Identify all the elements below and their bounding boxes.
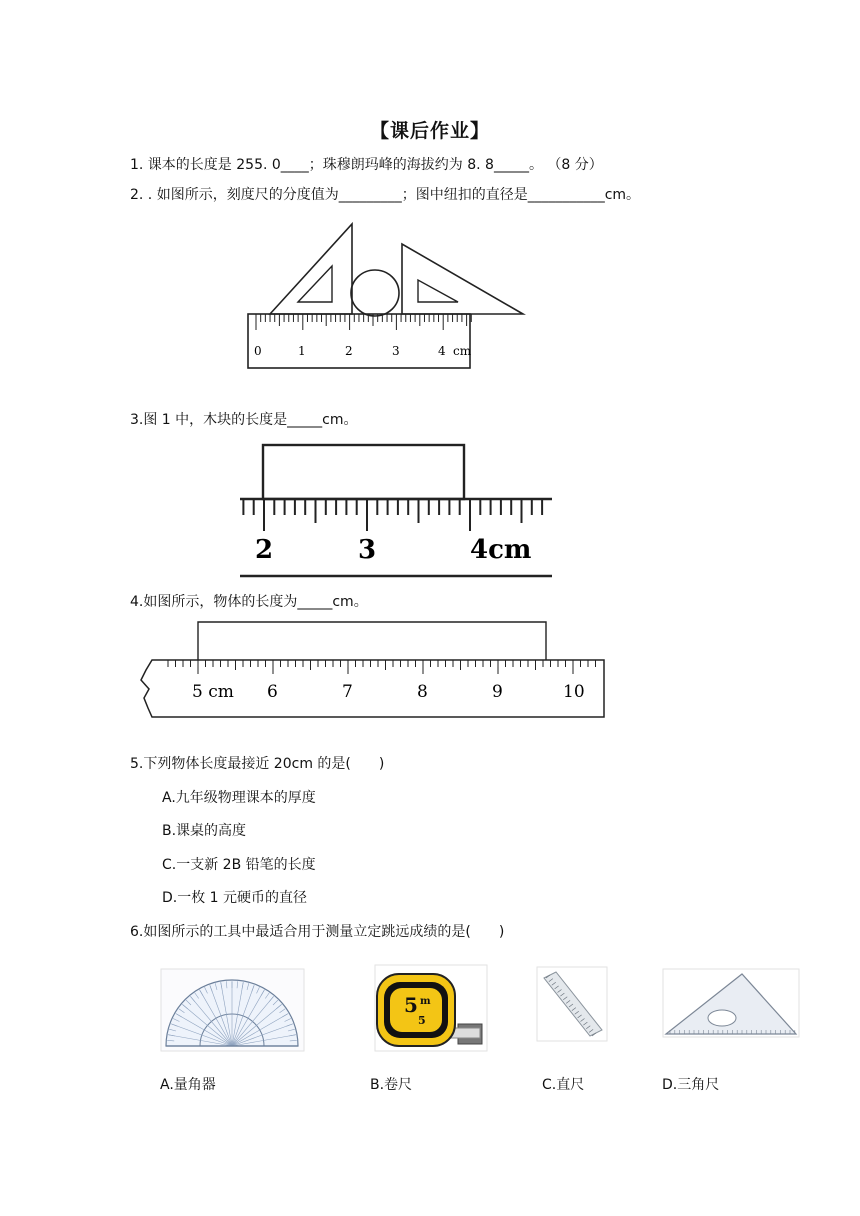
question-2: 2. . 如图所示，刻度尺的分度值为_________；图中纽扣的直径是___________cm。 [130, 187, 641, 203]
protractor-image [160, 968, 305, 1052]
straight-ruler-image [536, 966, 608, 1042]
q6-caption-b: B.卷尺 [370, 1077, 413, 1093]
question-4: 4.如图所示，物体的长度为_____cm。 [130, 594, 368, 610]
question-1: 1. 课本的长度是 255. 0____；珠穆朗玛峰的海拔约为 8. 8_____。 （8 分） [130, 157, 603, 173]
fig3-label-6: 6 [267, 682, 278, 702]
q5-option-d: D.一枚 1 元硬币的直径 [162, 890, 308, 906]
q6-caption-d: D.三角尺 [662, 1077, 720, 1093]
triangle-ruler-image [662, 968, 800, 1038]
q5-option-b: B.课桌的高度 [162, 823, 247, 839]
fig3-label-9: 9 [492, 682, 503, 702]
question-6: 6.如图所示的工具中最适合用于测量立定跳远成绩的是( ) [130, 924, 505, 940]
wood-block-figure [230, 440, 560, 582]
page-title: 【课后作业】 [369, 120, 490, 142]
ruler-button-figure [240, 218, 540, 378]
fig1-label-4: 4 [438, 344, 446, 358]
tape-label-unit: m [420, 996, 431, 1007]
fig2-label-3: 3 [358, 535, 377, 565]
question-5: 5.下列物体长度最接近 20cm 的是( ) [130, 756, 385, 772]
fig3-label-10: 10 [563, 682, 585, 702]
fig3-label-5cm: 5 cm [192, 682, 234, 702]
tape-label-bottom: 5 [418, 1014, 426, 1027]
q5-option-c: C.一支新 2B 铅笔的长度 [162, 857, 316, 873]
q6-caption-a: A.量角器 [160, 1077, 216, 1093]
fig3-label-7: 7 [342, 682, 353, 702]
fig1-label-cm: cm [453, 344, 472, 358]
fig2-label-2: 2 [255, 535, 274, 565]
q6-caption-c: C.直尺 [542, 1077, 585, 1093]
object-ruler-figure [130, 618, 610, 723]
question-3: 3.图 1 中，木块的长度是_____cm。 [130, 412, 358, 428]
fig1-label-1: 1 [298, 344, 306, 358]
fig2-label-4cm: 4cm [470, 535, 532, 565]
tape-measure-image [374, 964, 488, 1052]
tape-label-top: 5 [404, 993, 418, 1017]
fig3-label-8: 8 [417, 682, 428, 702]
fig1-label-2: 2 [345, 344, 353, 358]
q5-option-a: A.九年级物理课本的厚度 [162, 790, 316, 806]
fig1-label-0: 0 [254, 344, 262, 358]
fig1-label-3: 3 [392, 344, 400, 358]
